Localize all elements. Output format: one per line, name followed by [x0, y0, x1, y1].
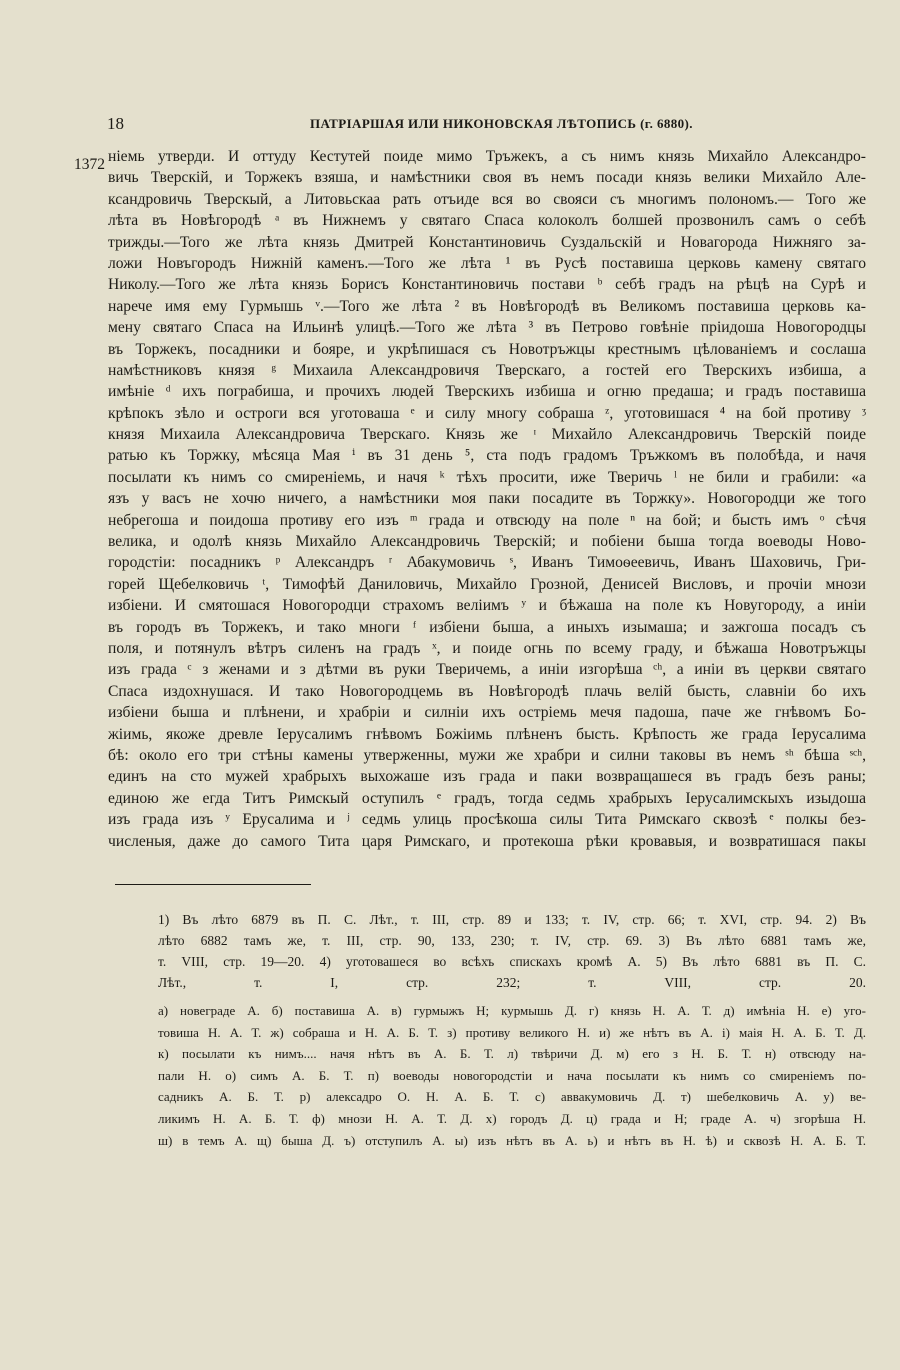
variant-line: а) новеграде А. б) поставиша А. в) гурмыжъ Н; курмышь Д. г) князь Н. А. Т. д) имѣніа Н. е) уго- [158, 1003, 866, 1018]
text-line: Спаса издохнушася. И тако Новогородцемь въ Новѣгородѣ плачь велій бысть, славніи бо ихъ [108, 682, 866, 700]
page-number: 18 [107, 114, 124, 133]
text-line: единъ на сто мужей храбрыхъ выхожаше изъ града и паки возвращашеся въ градъ безъ раны; [108, 768, 866, 786]
footnote-rule [115, 884, 311, 885]
text-line: изъ града ᶜ з женами и з дѣтми въ руки Тверичемь, а иніи изгорѣша ᶜʰ, а иніи въ церкви святаго [108, 661, 866, 679]
text-line: изъ града изъ ʸ Ерусалима и ʲ седмь улиць просѣкоша силы Тита Римскаго сквозѣ ᵉ полкы без- [108, 811, 866, 829]
footnote-line: Лѣт., т. I, стр. 232; т. VIII, стр. 20. [158, 975, 866, 990]
text-line: небрегоша и поидоша противу его изъ ᵐ града и отвсюду на поле ⁿ на бой; и бысть имъ ᵒ сѣчя [108, 511, 866, 529]
text-line: въ городъ въ Торжекъ, и тако многи ᶠ избіени быша, а иныхъ изымаша; и зажгоша посадъ съ [108, 618, 866, 636]
text-line: посылати къ нимъ со смиреніемь, и начя ᵏ тѣхъ просити, иже Тверичь ˡ не били и грабили: «а [108, 468, 866, 486]
variant-line: товиша Н. А. Т. ж) собраша и Н. А. Б. Т. з) противу великого Н. и) же нѣтъ въ А. і) маія Н. А. Б. Т. Д. [158, 1024, 866, 1040]
variant-line: пали Н. о) симъ А. Б. Т. п) воеводы новогородстіи и нача посылати къ нимъ со смиреніемъ по- [158, 1067, 866, 1083]
variant-line: к) посылати къ нимъ.... начя нѣтъ въ А. Б. Т. л) твѣричи Д. м) его з Н. Б. Т. н) отвсюду на- [158, 1046, 866, 1062]
text-line: велика, и одолѣ князь Михайло Александровичь Тверскій; и побіени быша тогда воеводы Ново- [108, 533, 866, 551]
text-line: поля, и потянулъ вѣтръ силенъ на градъ ˣ, и поиде огнь по всему граду, и бѣжаша Новотръжцы [108, 639, 866, 657]
footnote-line: лѣто 6882 тамъ же, т. III, стр. 90, 133, 230; т. IV, стр. 69. 3) Въ лѣто 6881 тамъ же, [158, 933, 866, 948]
text-line: крѣпокъ зѣло и остроги вся уготоваша ᵉ и силу многу собраша ᶻ, уготовишася ⁴ на бой противу ᶾ [108, 404, 866, 422]
text-line: избіени. И смятошася Новогородци страхомъ веліимъ ʸ и бѣжаша на поле къ Новугороду, а иніи [108, 597, 866, 615]
variant-line: садникъ А. Б. Т. р) алексадро О. Н. А. Б. Т. с) аввакумовичь Д. т) шебелковичь А. у) ве- [158, 1089, 866, 1105]
text-line: ложи Новъгородъ Нижній каменъ.—Того же лѣта ¹ въ Русѣ поставиша церковь камену святаго [108, 254, 866, 272]
text-line: имѣніе ᵈ ихъ пограбиша, и прочихъ людей Тверскихъ избиша и огню предаша; и градъ поставиша [108, 383, 866, 401]
footnotes [158, 909, 866, 993]
text-line: лѣта въ Новѣгородѣ ᵃ въ Нижнемъ у святаго Спаса колоколъ болшей прозвонилъ самъ о себѣ [108, 212, 866, 230]
text-line: горей Щебелковичь ᵗ, Тимофѣй Даниловичь, Михайло Грозной, Денисей Висловъ, и прочіи мнози [108, 575, 866, 593]
variant-readings [158, 1000, 866, 1151]
text-line: намѣстниковъ князя ᵍ Михаила Александровичя Тверскаго, а гостей его Тверскихъ избиша, а [108, 361, 866, 379]
text-line: численыя, даже до самого Тита царя Римскаго, и протекоша рѣки кровавыя, и возвратишася пакы [108, 832, 866, 850]
variant-line: ш) в темъ А. щ) быша Д. ъ) отступилъ А. ы) изъ нѣтъ въ А. ь) и нѣтъ въ Н. ѣ) и сквозѣ Н. А. Б. Т. [158, 1132, 866, 1148]
running-head: ПАТРІАРШАЯ ИЛИ НИКОНОВСКАЯ ЛѢТОПИСЬ (г. 6880). [310, 116, 693, 131]
text-line: избіени быша и плѣнени, и храбріи и силніи ихъ остріемь мечя падоша, паче же гнѣвомъ Бо- [108, 704, 866, 722]
text-line: мену святаго Спаса на Ильинѣ улицѣ.—Того же лѣта ³ въ Петрово говѣніе пріидоша Новогородцы [108, 319, 866, 337]
text-line: ратью къ Торжку, мѣсяца Мая ⁱ въ 31 день ⁵, ста подъ градомъ Тръжкомъ въ полобѣда, и начя [108, 447, 866, 465]
text-line: ніемь утверди. И оттуду Кестутей поиде мимо Тръжекъ, а съ нимъ князь Михайло Александро- [108, 148, 866, 165]
text-line: ксандровичь Тверскый, а Литовьскаа рать отъиде вся во свояси съ многимъ полономъ.— Того же [108, 190, 866, 208]
text-line: бѣ: около его три стѣны камены утверженны, мужи же храбри и силни таковы въ немъ ˢʰ бѣша ˢᶜʰ, [108, 746, 866, 764]
footnote-line: т. VIII, стр. 19—20. 4) уготовашеся во всѣхъ спискахъ кромѣ А. 5) Въ лѣто 6881 въ П. С. [158, 954, 866, 969]
text-line: вичь Тверскій, и Торжекъ взяша, и намѣстники своя въ немъ посади князь велики Михайло Але- [108, 169, 866, 187]
text-line: князя Михаила Александровича Тверскаго. Князь же ᶦ Михайло Александровичь Тверскій поиде [108, 426, 866, 444]
text-line: Николу.—Того же лѣта князь Борисъ Константиновичь постави ᵇ себѣ градъ на рѣцѣ на Сурѣ и [108, 276, 866, 294]
year-marker: 1372 [74, 156, 105, 173]
text-line: нарече имя ему Гурмышь ᵛ.—Того же лѣта ² въ Новѣгородѣ въ Великомъ поставиша церковь ка- [108, 297, 866, 315]
text-line: городстіи: посадникъ ᵖ Александръ ʳ Абакумовичь ˢ, Иванъ Тимоѳеевичь, Иванъ Шаховичь, Гри- [108, 554, 866, 572]
footnote-line: 1) Въ лѣто 6879 въ П. С. Лѣт., т. III, стр. 89 и 133; т. IV, стр. 66; т. XVI, стр. 94. 2) Въ [158, 912, 866, 927]
main-text [108, 146, 866, 852]
text-line: язъ у васъ не хочю ничего, а намѣстники моя паки посадите въ Торжку». Новогородци же того [108, 490, 866, 508]
text-line: въ Торжекъ, посадники и бояре, и укрѣпишася съ Новотръжцы крестнымъ цѣлованіемъ и сослаша [108, 340, 866, 358]
text-line: единою же егда Титъ Римскый оступилъ ᵉ градъ, тогда седмь храбрыхъ Іерусалимскыхъ изыдоша [108, 789, 866, 807]
text-line: жіимь, якоже древле Іерусалимъ гнѣвомъ Божіимь плѣненъ бысть. Крѣпость же града Іерусалима [108, 725, 866, 743]
variant-line: ликимъ Н. А. Б. Т. ф) мнози Н. А. Т. Д. х) городъ Д. ц) града и Н; граде А. ч) згорѣша Н. [158, 1110, 866, 1126]
text-line: трижды.—Того же лѣта князь Дмитрей Константиновичь Суздальскій и Новагорода Нижняго за- [108, 233, 866, 251]
